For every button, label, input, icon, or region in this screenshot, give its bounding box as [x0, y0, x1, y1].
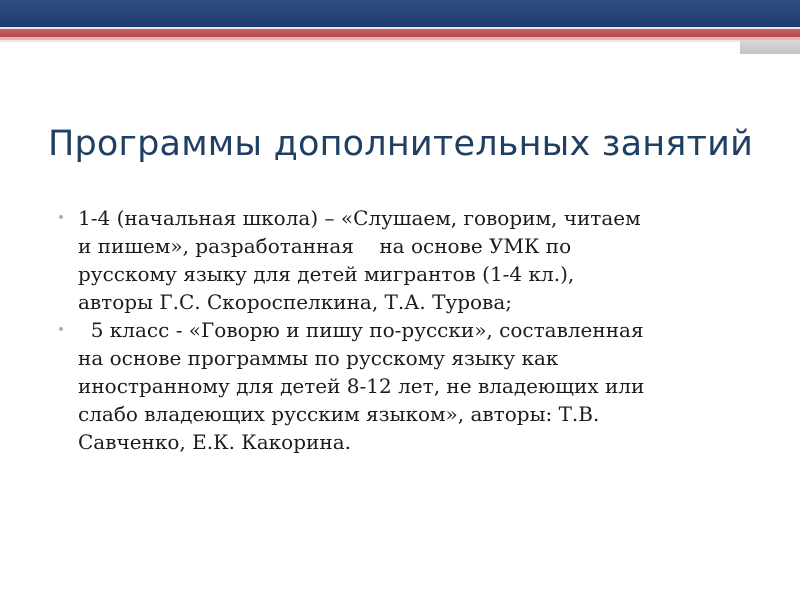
header-stripe-grey-tab: [740, 40, 800, 54]
header-stripe-grey-thin: [0, 40, 740, 42]
bullet-text: 5 класс - «Говорю и пишу по-русски», составленная на основе программы по русскому языку как иностранному для детей 8-12 лет, не владеющих или слабо владеющих русским языком», авторы: Т.В. Савченко, Е.К. Какорина.: [78, 318, 645, 454]
bullet-item-2: [54, 316, 754, 456]
header-stripe-navy: [0, 0, 800, 27]
slide-title: Программы дополнительных занятий: [48, 124, 754, 164]
bullet-item-1: [54, 204, 754, 316]
header-stripe-red: [0, 29, 800, 37]
bullet-text: 1-4 (начальная школа) – «Слушаем, говорим, читаем и пишем», разработанная на основе УМК по русскому языку для детей мигрантов (1-4 кл.), авторы Г.С. Скороспелкина, Т.А. Турова;: [78, 206, 641, 314]
bullet-list: [54, 204, 754, 456]
bullet-icon: •: [56, 210, 66, 226]
bullet-icon: •: [56, 322, 66, 338]
